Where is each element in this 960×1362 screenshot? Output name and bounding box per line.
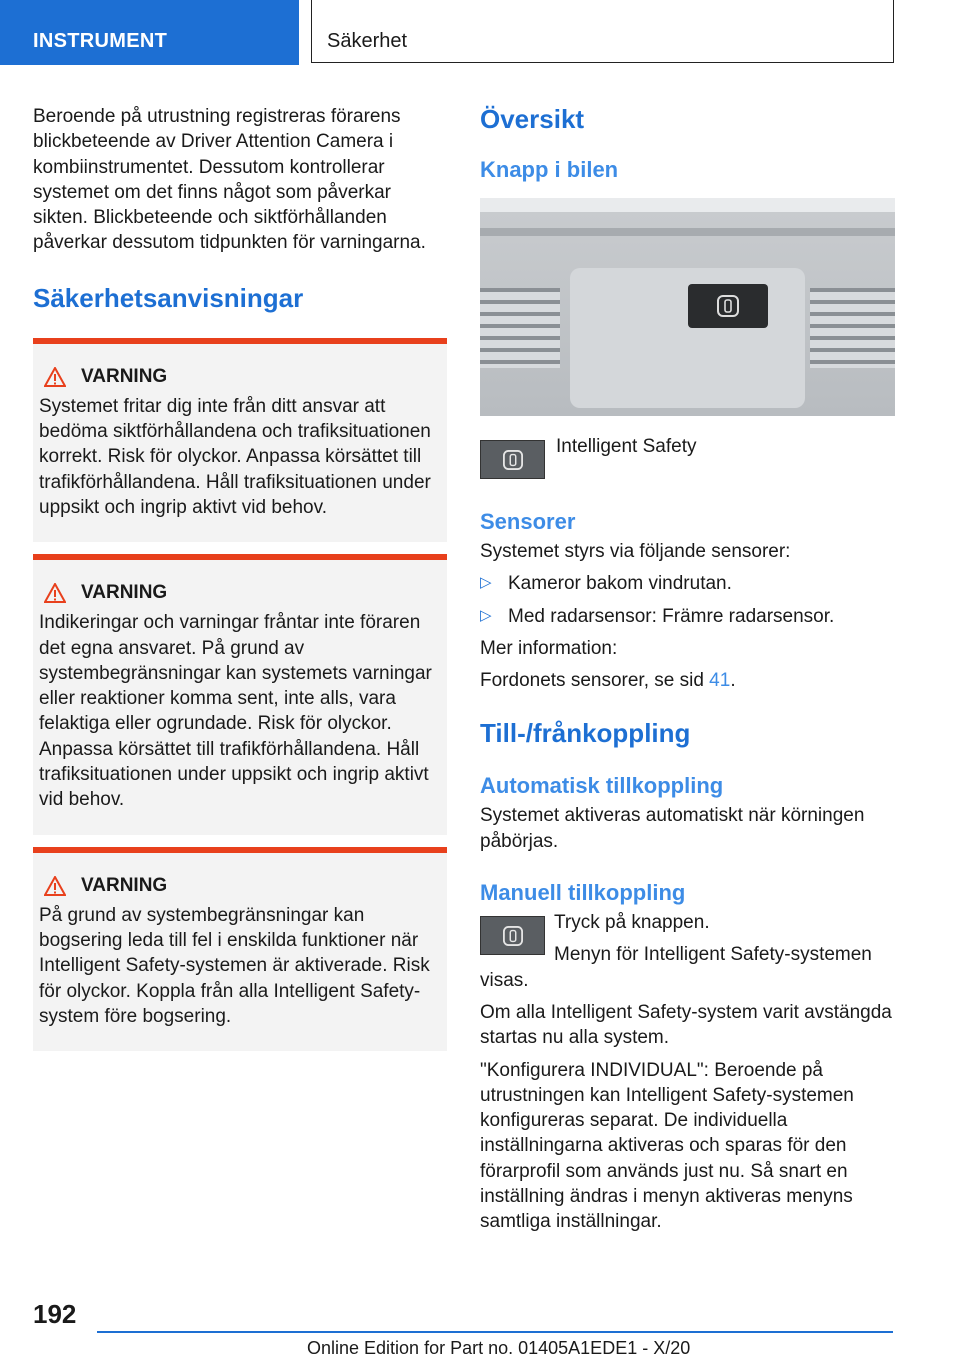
footer-divider — [97, 1331, 893, 1333]
button-label: Intelligent Safety — [556, 436, 697, 457]
list-item: ▷ Med radarsensor: Främre radarsensor. — [480, 604, 895, 629]
button-image — [480, 440, 545, 479]
warning-box-2 — [33, 554, 447, 834]
button-legend — [480, 434, 895, 479]
warning-triangle-icon — [44, 583, 66, 603]
warning-title: VARNING — [81, 582, 168, 604]
auto-heading: Automatisk tillkoppling — [480, 773, 724, 799]
list-item: ▷ Kameror bakom vindrutan. — [480, 571, 895, 596]
warning-text: På grund av systembegränsningar kan bogsering leda till fel i enskilda funktioner när Intelligent Safety-systemen är aktiverade. Risk för olyckor. Koppla från alla Intelligent Safety-system före bogsering. — [39, 904, 430, 1027]
right-column — [480, 104, 895, 1235]
left-column — [33, 104, 447, 1051]
manual-step-2: Menyn för Intelligent Safety-systemen visas. — [480, 944, 872, 991]
sensors-reference: Fordonets sensorer, se sid 41. — [480, 670, 736, 692]
toggle-heading: Till-/frånkoppling — [480, 718, 691, 749]
intro-paragraph: Beroende på utrustning registreras förarens blickbeteende av Driver Attention Camera i kombiinstrumentet. Dessutom kontrollerar systemet om det finns något som påverkar sikten. Blickbeteende och siktförhållanden påverkar dessutom tidpunkten för varningarna. — [33, 106, 426, 254]
edition-footer: Online Edition for Part no. 01405A1EDE1 - X/20 — [307, 1338, 691, 1358]
triangle-bullet-icon: ▷ — [480, 606, 492, 624]
warning-text: Indikeringar och varningar fråntar inte föraren det egna ansvaret. På grund av systembegränsningar kan systemets varningar eller reaktioner komma sent, inte alls, vara felaktiga eller ogrundade. Risk för olyckor. Anpassa körsättet till trafikförhållandena. Håll trafiksituationen under uppsikt och ingrip aktivt vid behov. — [39, 612, 432, 811]
section-tab — [0, 0, 299, 65]
warning-triangle-icon — [44, 367, 66, 387]
button-image — [480, 916, 545, 955]
triangle-bullet-icon: ▷ — [480, 574, 492, 592]
page-link[interactable]: 41 — [709, 670, 731, 692]
sensors-heading: Sensorer — [480, 509, 576, 534]
sensors-intro: Systemet styrs via följande sensorer: — [480, 541, 791, 562]
warning-triangle-icon — [44, 876, 66, 896]
auto-text: Systemet aktiveras automatiskt när körningen påbörjas. — [480, 805, 865, 852]
warning-box-1 — [33, 338, 447, 542]
manual-heading: Manuell tillkoppling — [480, 880, 686, 906]
manual-text-2: "Konfigurera INDIVIDUAL": Beroende på utrustningen kan Intelligent Safety-systemen konfigureras separat. De individuella inställningarna aktiveras och sparas för den förarprofil som används just nu. Så snart en inställning ändras i menyn aktiveras menyns samtliga inställningar. — [480, 1059, 854, 1233]
chapter-header — [311, 0, 894, 63]
page-number: 192 — [33, 1299, 77, 1329]
manual-step-1: Tryck på knappen. — [554, 912, 710, 934]
manual-steps — [480, 910, 895, 993]
intelligent-safety-icon — [503, 926, 523, 946]
warning-text: Systemet fritar dig inte från ditt ansvar att bedöma siktförhållandena och trafiksituationen korrekt. Risk för olyckor. Anpassa körsättet till trafikförhållandena. Håll trafiksituationen under uppsikt och ingrip aktivt vid behov. — [39, 395, 431, 518]
car-button-photo — [480, 198, 895, 416]
chapter-title: Säkerhet — [327, 30, 408, 52]
button-heading: Knapp i bilen — [480, 157, 619, 182]
manual-text-1: Om alla Intelligent Safety-system varit avstängda startas nu alla system. — [480, 1001, 892, 1049]
safety-heading: Säkerhetsanvisningar — [33, 282, 304, 313]
section-title: INSTRUMENT — [33, 30, 168, 52]
warning-title: VARNING — [81, 365, 168, 387]
intelligent-safety-icon — [503, 450, 523, 470]
intelligent-safety-icon — [717, 295, 739, 317]
warning-title: VARNING — [81, 874, 168, 896]
more-info-label: Mer information: — [480, 637, 618, 659]
overview-heading: Översikt — [480, 104, 585, 134]
warning-box-3 — [33, 847, 447, 1051]
